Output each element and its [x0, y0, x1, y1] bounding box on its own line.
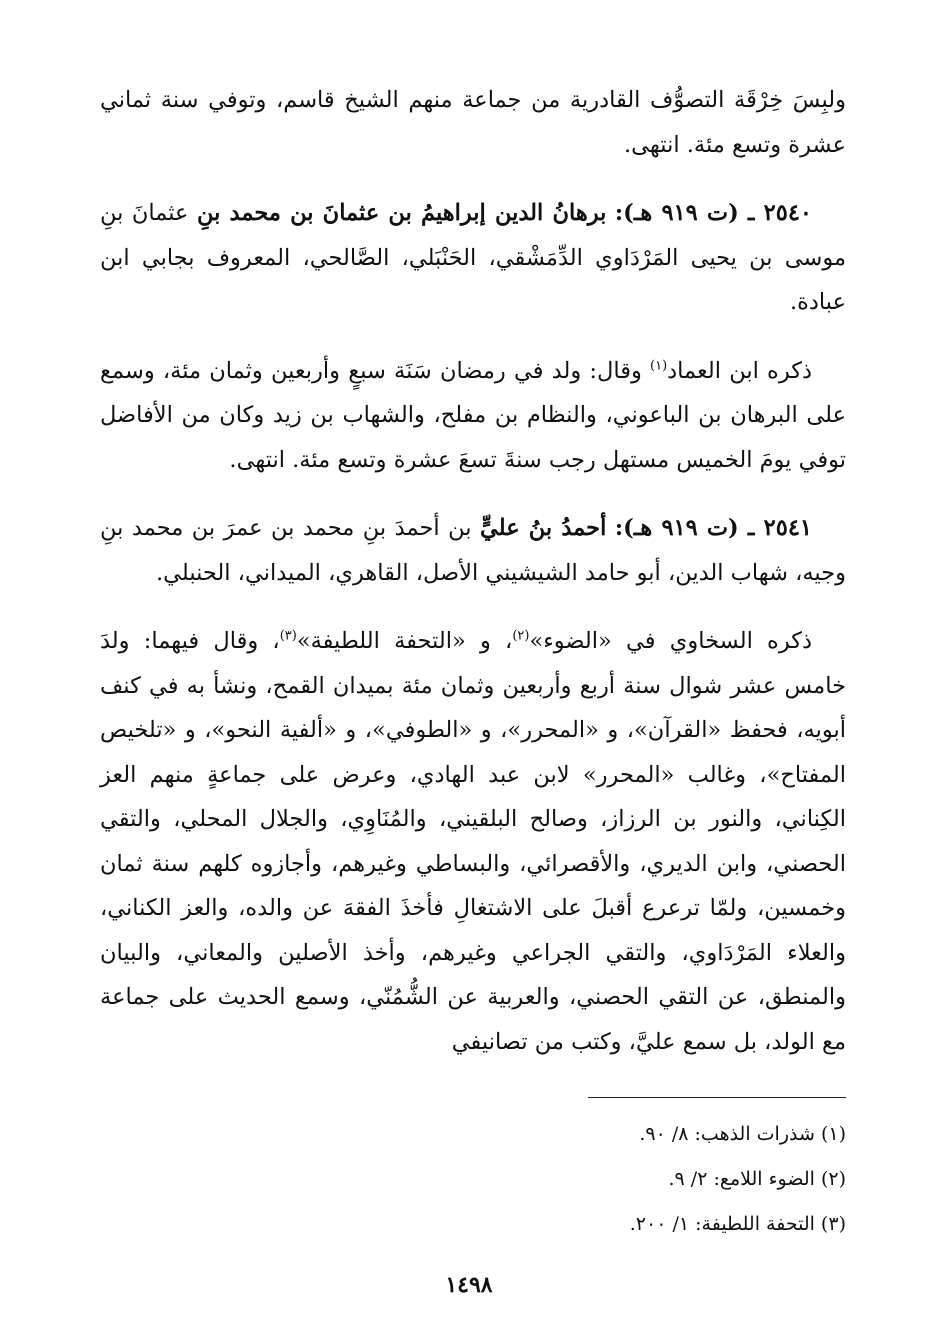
entry-2541-name: أحمدُ بنُ عليٍّ	[480, 515, 607, 541]
entry-2540-details: عثمانَ بنِ موسى بن يحيى المَرْدَاوي الدِّمَشْقي، الحَنْبَلي، الصَّالحي، المعروف بجابي ابن عبادة.	[100, 200, 846, 315]
footnote-2: (٢) الضوء اللامع: ٢/ ٩.	[668, 1168, 846, 1190]
entry-2540	[100, 191, 846, 325]
footnote-ref-1: (١)	[650, 358, 668, 373]
footnote-ref-3: (٣)	[279, 628, 297, 644]
paragraph-5	[100, 619, 846, 1064]
paragraph-3	[100, 349, 846, 483]
footnote-separator	[588, 1097, 846, 1098]
footnote-1: (١) شذرات الذهب: ٨/ ٩٠.	[639, 1123, 846, 1145]
entry-2541-number: ٢٥٤١ ـ (ت ٩١٩ هـ):	[614, 515, 812, 541]
entry-2540-number: ٢٥٤٠ ـ (ت ٩١٩ هـ):	[614, 200, 812, 226]
footnote-3: (٣) التحفة اللطيفة: ١/ ٢٠٠.	[629, 1213, 846, 1235]
entry-2541-details: بن أحمدَ بنِ محمد بن عمرَ بن محمد بنِ وجيه، شهاب الدين، أبو حامد الشيشيني الأصل، القاهري، الميداني، الحنبلي.	[100, 515, 846, 586]
footnote-ref-2: (٢)	[512, 628, 530, 644]
entry-2541	[100, 506, 846, 595]
entry-2540-name: برهانُ الدين إبراهيمُ بن عثمانَ بن محمد بنِ	[196, 200, 607, 226]
main-text	[100, 78, 846, 1088]
paragraph-1	[100, 78, 846, 167]
paragraph-5-part-1: ذكره السخاوي في «الضوء»	[529, 628, 812, 654]
paragraph-3-rest: وقال: ولد في رمضان سَنَة سبعٍ وأربعين وثمان مئة، وسمع على البرهان بن الباعوني، والنظام بن مفلح، والشهاب بن زيد وكان من الأفاضل توفي يومَ الخميس مستهل رجب سنةَ تسعَ عشرة وتسع مئة. انتهى.	[100, 357, 846, 473]
page-number: ١٤٩٨	[445, 1272, 493, 1298]
footnotes	[326, 1112, 846, 1247]
paragraph-5-part-2: ، و «التحفة اللطيفة»	[296, 628, 513, 654]
paragraph-1-text: ولبِسَ خِرْقَة التصوُّف القادرية من جماعة منهم الشيخ قاسم، وتوفي سنة ثماني عشرة وتسع مئة. انتهى.	[100, 87, 846, 158]
paragraph-5-part-3: ، وقال فيهما: ولدَ خامس عشر شوال سنة أربع وأربعين وثمان مئة بميدان القمح، ونشأ به في كنف أبويه، فحفظ «القرآن»، و «المحرر»، و «الطوفي»، و «ألفية النحو»، و «تلخيص المفتاح»، وغالب «المحرر» لابن عبد الهادي، وعرض على جماعةٍ منهم العز الكِناني، والنور بن الرزاز، وصالح البلقيني، والمُنَاوِي، والجلال المحلي، والتقي الحصني، وابن الديري، والأقصرائي، والبساطي وغيرهم، وأجازوه كلهم سنة ثمان وخمسين، ولمّا ترعرع أقبلَ على الاشتغالِ فأخذَ الفقهَ عن والده، والعز الكناني، والعلاء المَرْدَاوي، والتقي الجراعي وغيرهم، وأخذ الأصلين والمعاني، والبيان والمنطق، عن التقي الحصني، والعربية عن الشُّمُنّي، وسمع الحديث على جماعة مع الولد، بل سمع عليَّ، وكتب من تصانيفي	[100, 628, 846, 1055]
paragraph-3-start: ذكره ابن العماد	[667, 357, 812, 384]
